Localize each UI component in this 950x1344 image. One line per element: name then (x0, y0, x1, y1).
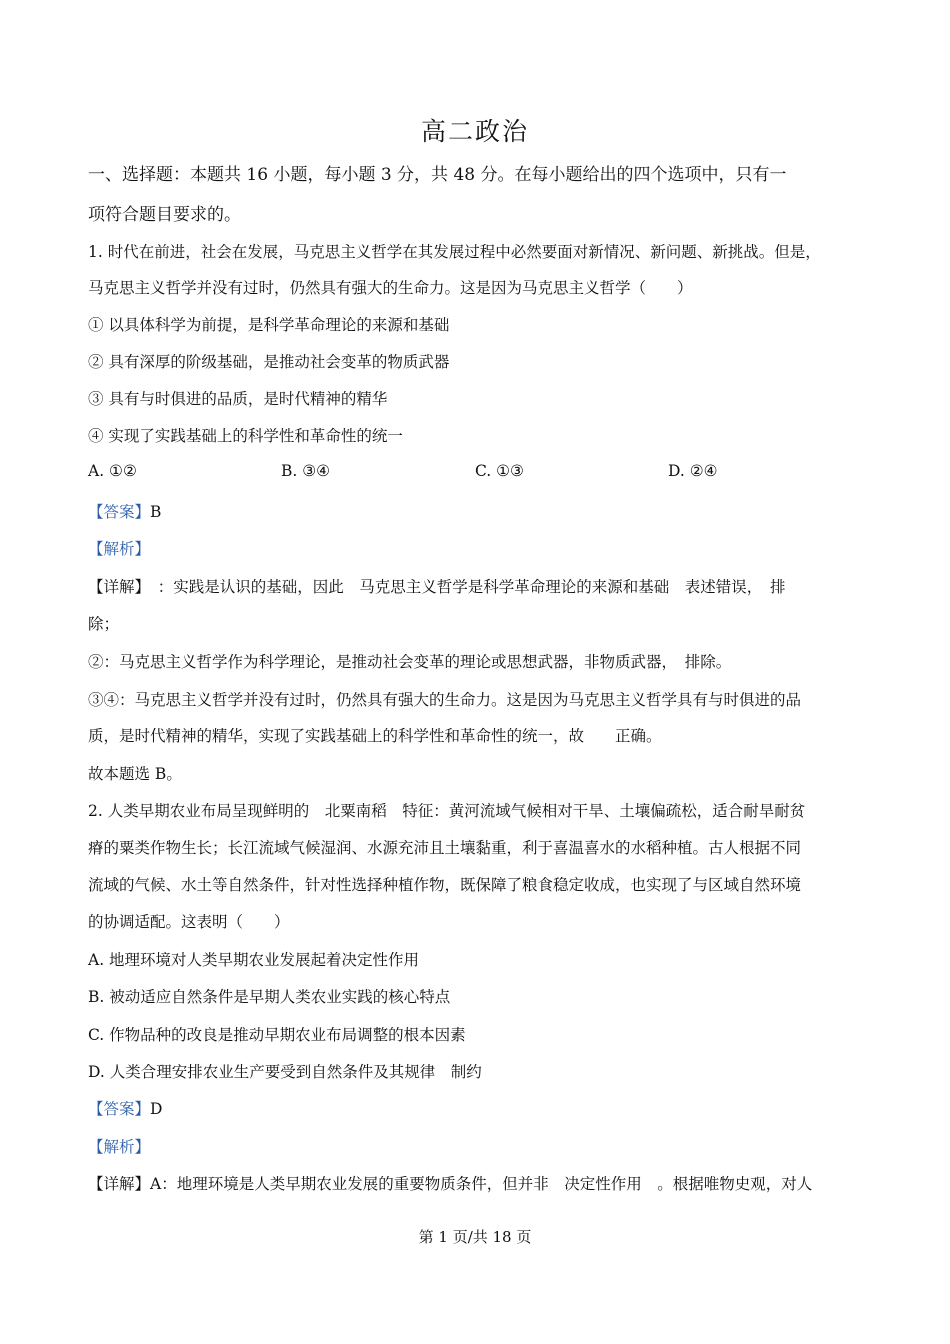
q2-answer (88, 1097, 868, 1119)
analysis-tag: 【解析】 (88, 540, 151, 558)
q1-detail-line2: 除； (88, 615, 120, 633)
q2-option-d: D. 人类合理安排农业生产要受到自然条件及其规律 制约 (88, 1063, 482, 1081)
q2-option-a: A. 地理环境对人类早期农业发展起着决定性作用 (88, 951, 420, 969)
q2-option-b: B. 被动适应自然条件是早期人类农业实践的核心特点 (88, 988, 451, 1006)
q2-analysis (88, 1135, 868, 1157)
detail-text: A：地理环境是人类早期农业发展的重要物质条件，但并非 决定性作用 。根据唯物史观，对人 (150, 1175, 813, 1193)
answer-tag: 【答案】 (88, 503, 151, 521)
q1-option-a: A. ①② (88, 462, 137, 480)
detail-tag: 【详解】 (88, 578, 143, 596)
q1-item-1: ① 以具体科学为前提，是科学革命理论的来源和基础 (88, 316, 450, 334)
q1-option-d: D. ②④ (668, 462, 718, 480)
q1-answer (88, 500, 868, 522)
answer-tag: 【答案】 (88, 1100, 151, 1118)
q2-option-c: C. 作物品种的改良是推动早期农业布局调整的根本因素 (88, 1026, 466, 1044)
section-heading-line1: 一、选择题：本题共 16 小题，每小题 3 分，共 48 分。在每小题给出的四个选项中，只有一 (88, 165, 787, 185)
q2-detail-line1 (88, 1172, 868, 1194)
detail-tag: 【详解】 (88, 1175, 151, 1193)
q1-detail-line4: ③④：马克思主义哲学并没有过时，仍然具有强大的生命力。这是因为马克思主义哲学具有与时俱进的品 (88, 691, 802, 709)
q1-detail-line3: ②：马克思主义哲学作为科学理论，是推动社会变革的理论或思想武器，非物质武器， 排除。 (88, 653, 732, 671)
section-heading-line2: 项符合题目要求的。 (88, 205, 241, 225)
q2-stem-line2: 瘠的粟类作物生长；长江流域气候湿润、水源充沛且土壤黏重，利于喜温喜水的水稻种植。古人根据不同 (88, 839, 802, 857)
q2-stem-line3: 流域的气候、水土等自然条件，针对性选择种植作物，既保障了粮食稳定收成，也实现了与区域自然环境 (88, 876, 802, 894)
q1-detail-line5: 质，是时代精神的精华，实现了实践基础上的科学性和革命性的统一，故 正确。 (88, 727, 662, 745)
answer-value: D (150, 1100, 163, 1118)
q1-option-b: B. ③④ (281, 462, 331, 480)
q2-stem-line1: 2. 人类早期农业布局呈现鲜明的 北粟南稻 特征：黄河流域气候相对干旱、土壤偏疏松，适合耐旱耐贫 (88, 802, 806, 820)
page-title: 高二政治 (420, 117, 529, 146)
q1-item-3: ③ 具有与时俱进的品质，是时代精神的精华 (88, 390, 388, 408)
detail-text: ：实践是认识的基础，因此 马克思主义哲学是科学革命理论的来源和基础 表述错误， 排 (142, 578, 786, 596)
q1-stem-line1: 1. 时代在前进，社会在发展，马克思主义哲学在其发展过程中必然要面对新情况、新问题、新挑战。但是， (88, 243, 821, 261)
q1-detail-line1 (88, 575, 868, 597)
q1-item-2: ② 具有深厚的阶级基础，是推动社会变革的物质武器 (88, 353, 450, 371)
q1-item-4: ④ 实现了实践基础上的科学性和革命性的统一 (88, 427, 403, 445)
q2-stem-line4: 的协调适配。这表明（ ） (88, 913, 290, 931)
q1-detail-line6: 故本题选 B。 (88, 765, 182, 783)
q1-option-c: C. ①③ (475, 462, 524, 480)
answer-value: B (150, 503, 162, 521)
q1-analysis (88, 537, 868, 559)
page-footer: 第 1 页/共 18 页 (418, 1228, 532, 1246)
analysis-tag: 【解析】 (88, 1138, 151, 1156)
q1-stem-line2: 马克思主义哲学并没有过时，仍然具有强大的生命力。这是因为马克思主义哲学（ ） (88, 279, 693, 297)
